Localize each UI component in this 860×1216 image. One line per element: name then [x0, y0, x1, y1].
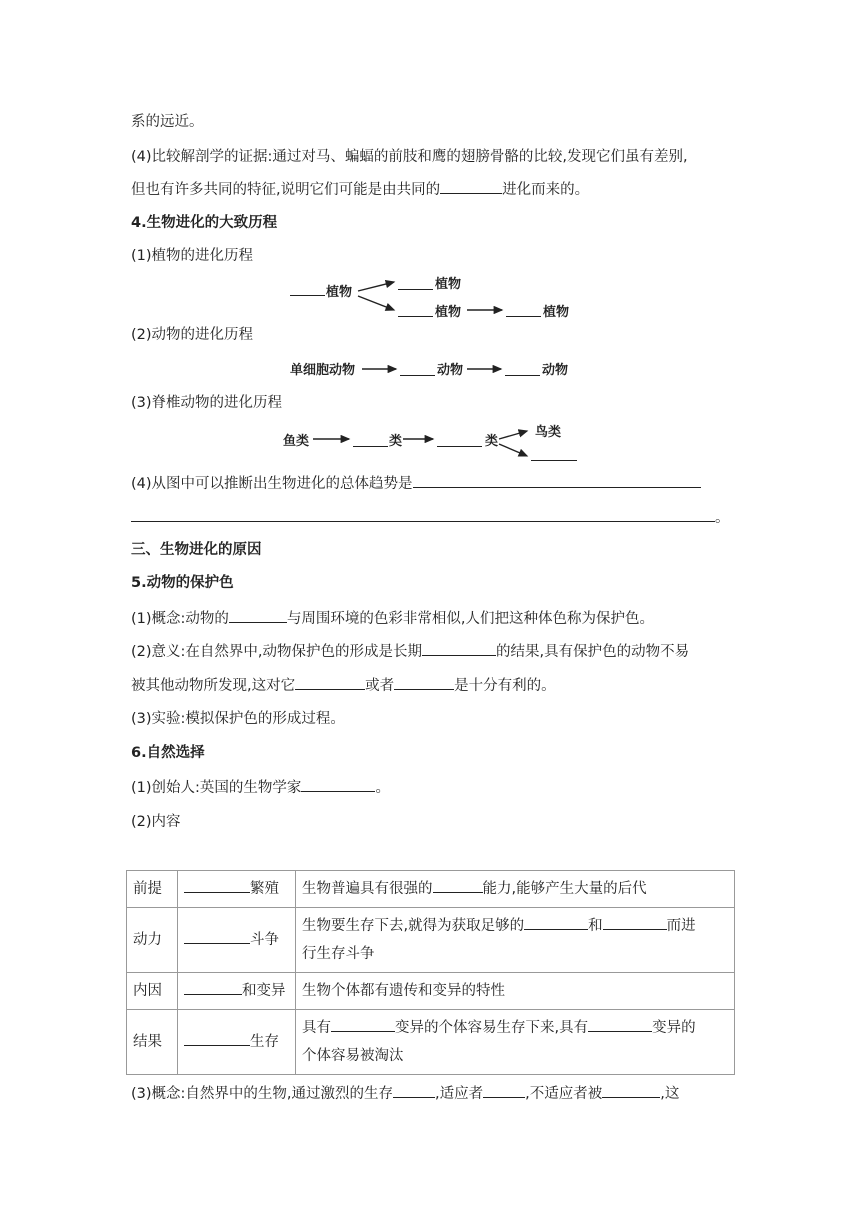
text-line: (1)创始人:英国的生物学家 。 [131, 777, 390, 798]
answer-blank[interactable] [184, 980, 242, 995]
row-mid: 和变异 [178, 973, 296, 1010]
text-line: 被其他动物所发现,这对它 或者 是十分有利的。 [131, 675, 556, 696]
answer-blank[interactable] [184, 1031, 250, 1046]
text-line: 。 [131, 507, 730, 528]
answer-blank[interactable] [588, 1017, 652, 1032]
text-line: (1)概念:动物的 与周围环境的色彩非常相似,人们把这种体色称为保护色。 [131, 608, 654, 629]
row-mid: 繁殖 [178, 871, 296, 908]
diagram-label: 鸟类 [535, 425, 562, 440]
row-desc: 生物要生存下去,就得为获取足够的 和 而进 行生存斗争 [296, 908, 735, 973]
text-line: (2)意义:在自然界中,动物保护色的形成是长期 的结果,具有保护色的动物不易 [131, 641, 689, 662]
answer-blank[interactable] [422, 641, 496, 656]
diagram-label: 植物 [435, 305, 462, 320]
row-desc: 生物个体都有遗传和变异的特性 [296, 973, 735, 1010]
diagram-label: 类 [389, 434, 403, 449]
answer-blank[interactable] [483, 1083, 525, 1098]
section-heading: 5.动物的保护色 [131, 575, 234, 591]
diagram-label: 动物 [437, 363, 464, 378]
diagram-label: 单细胞动物 [290, 363, 356, 378]
text-line: (1)植物的进化历程 [131, 248, 254, 264]
section-heading: 6.自然选择 [131, 745, 205, 761]
table-row [127, 1010, 735, 1075]
answer-blank[interactable] [393, 1083, 435, 1098]
answer-blank[interactable] [602, 1083, 660, 1098]
diagram-label: 植物 [543, 305, 570, 320]
table-row [127, 973, 735, 1010]
section-heading: 4.生物进化的大致历程 [131, 215, 278, 231]
row-mid: 斗争 [178, 908, 296, 973]
diagram-label: 植物 [326, 285, 353, 300]
table-row [127, 871, 735, 908]
text-line: (3)概念:自然界中的生物,通过激烈的生存 ,适应者 ,不适应者被 ,这 [131, 1083, 679, 1104]
answer-blank[interactable] [524, 915, 588, 930]
text-line: (2)动物的进化历程 [131, 327, 254, 343]
answer-blank[interactable] [433, 878, 483, 893]
row-desc: 生物普遍具有很强的 能力,能够产生大量的后代 [296, 871, 735, 908]
natural-selection-table [126, 870, 735, 1075]
diagram-label: 植物 [435, 277, 462, 292]
diagram-label: 鱼类 [283, 434, 310, 449]
answer-blank[interactable] [603, 915, 667, 930]
answer-blank[interactable] [413, 473, 701, 488]
diagram-label: 动物 [542, 363, 569, 378]
row-label: 结果 [127, 1010, 178, 1075]
text-line: (4)从图中可以推断出生物进化的总体趋势是 [131, 473, 701, 494]
text-line: 但也有许多共同的特征,说明它们可能是由共同的 进化而来的。 [131, 179, 589, 200]
text-line: (4)比较解剖学的证据:通过对马、蝙蝠的前肢和鹰的翅膀骨骼的比较,发现它们虽有差别, [131, 149, 688, 165]
answer-blank[interactable] [184, 929, 250, 944]
answer-blank[interactable] [295, 675, 365, 690]
answer-blank[interactable] [331, 1017, 395, 1032]
row-label: 前提 [127, 871, 178, 908]
text-line: (3)脊椎动物的进化历程 [131, 395, 283, 411]
section-heading: 三、生物进化的原因 [131, 542, 262, 558]
answer-blank[interactable] [131, 507, 715, 522]
table-row [127, 908, 735, 973]
text-line: 系的远近。 [131, 114, 204, 130]
answer-blank[interactable] [301, 777, 375, 792]
row-label: 内因 [127, 973, 178, 1010]
answer-blank[interactable] [184, 878, 250, 893]
row-label: 动力 [127, 908, 178, 973]
row-mid: 生存 [178, 1010, 296, 1075]
diagram-label: 类 [485, 434, 499, 449]
row-desc: 具有 变异的个体容易生存下来,具有 变异的 个体容易被淘汰 [296, 1010, 735, 1075]
answer-blank[interactable] [229, 608, 287, 623]
text-line: (2)内容 [131, 814, 181, 830]
answer-blank[interactable] [394, 675, 454, 690]
text-line: (3)实验:模拟保护色的形成过程。 [131, 711, 345, 727]
